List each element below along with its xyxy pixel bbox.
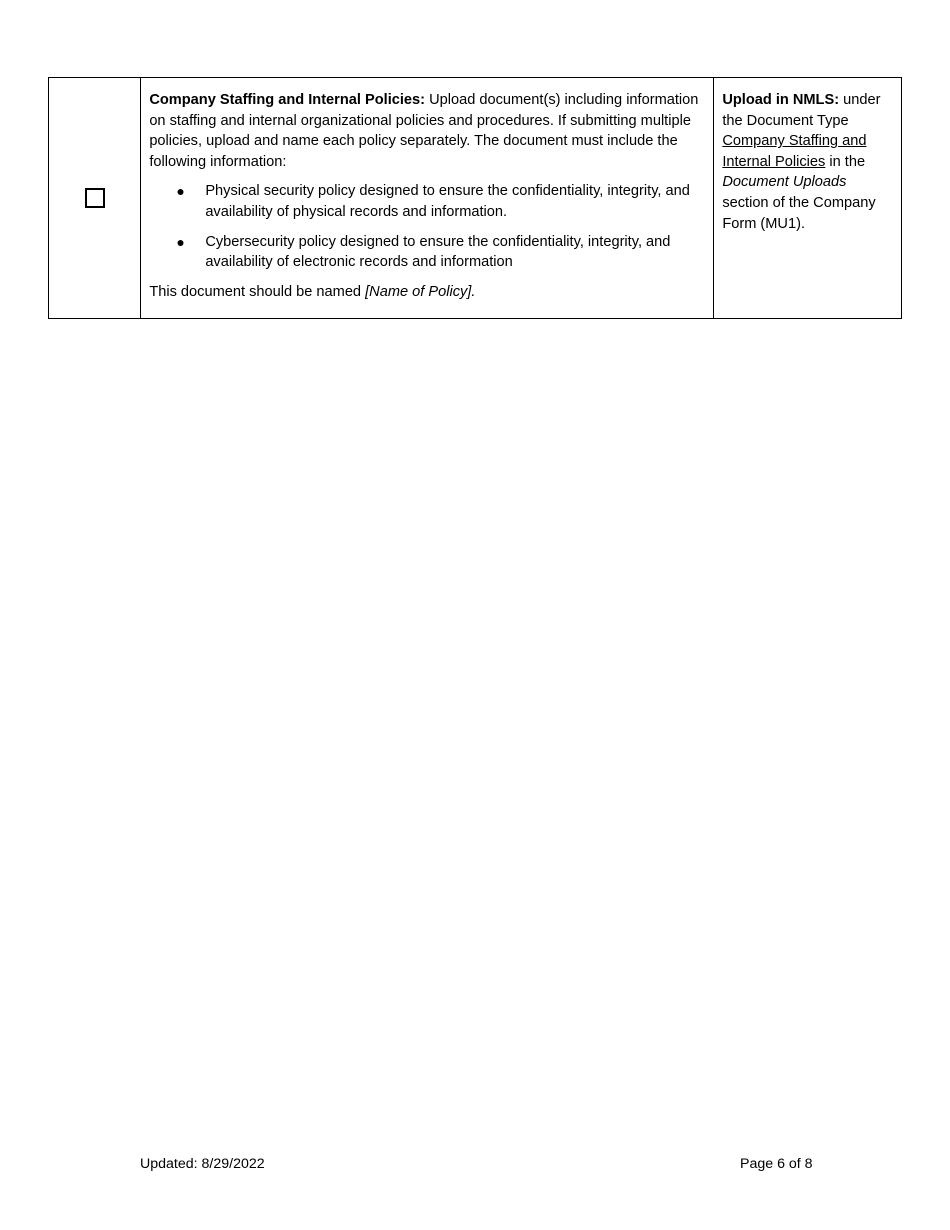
naming-value: [Name of Policy].: [365, 283, 476, 300]
footer-updated-date: Updated: 8/29/2022: [140, 1156, 265, 1172]
upload-text-2: in the: [825, 153, 866, 170]
list-item: [149, 181, 703, 222]
document-uploads-section: Document Uploads: [722, 174, 847, 191]
requirement-title: Company Staffing and Internal Policies:: [149, 92, 426, 108]
bullet-icon: ●: [176, 233, 185, 250]
requirements-table: [48, 77, 902, 319]
requirement-intro: [149, 90, 703, 172]
footer-page-number: Page 6 of 8: [740, 1156, 813, 1172]
naming-prefix: This document should be named: [149, 283, 366, 300]
upload-instruction-cell: [714, 78, 902, 319]
upload-text-1: under the Document Type: [722, 92, 881, 129]
checkbox-cell: [49, 78, 141, 319]
list-item: [149, 232, 703, 273]
bullet-text: Cybersecurity policy designed to ensure the confidentiality, integrity, and availability of electronic records and information: [205, 233, 671, 271]
upload-label: Upload in NMLS:: [722, 92, 840, 108]
requirement-checkbox[interactable]: [85, 188, 105, 208]
upload-instruction: [722, 90, 893, 234]
table-row: [49, 78, 902, 319]
upload-text-3: section of the Company Form (MU1).: [722, 194, 876, 232]
bullet-icon: ●: [176, 183, 185, 200]
naming-instruction: [149, 282, 703, 303]
bullet-text: Physical security policy designed to ensure the confidentiality, integrity, and availability of physical records and information.: [205, 183, 690, 220]
document-type-name: Company Staffing and Internal Policies: [722, 133, 867, 170]
requirement-bullet-list: [149, 181, 703, 272]
requirement-description-cell: [141, 78, 714, 319]
requirement-intro-text: Upload document(s) including information on staffing and internal organizational policies and procedures. If submitting multiple policies, upload and name each policy separately. The document must include the following information:: [149, 92, 699, 170]
